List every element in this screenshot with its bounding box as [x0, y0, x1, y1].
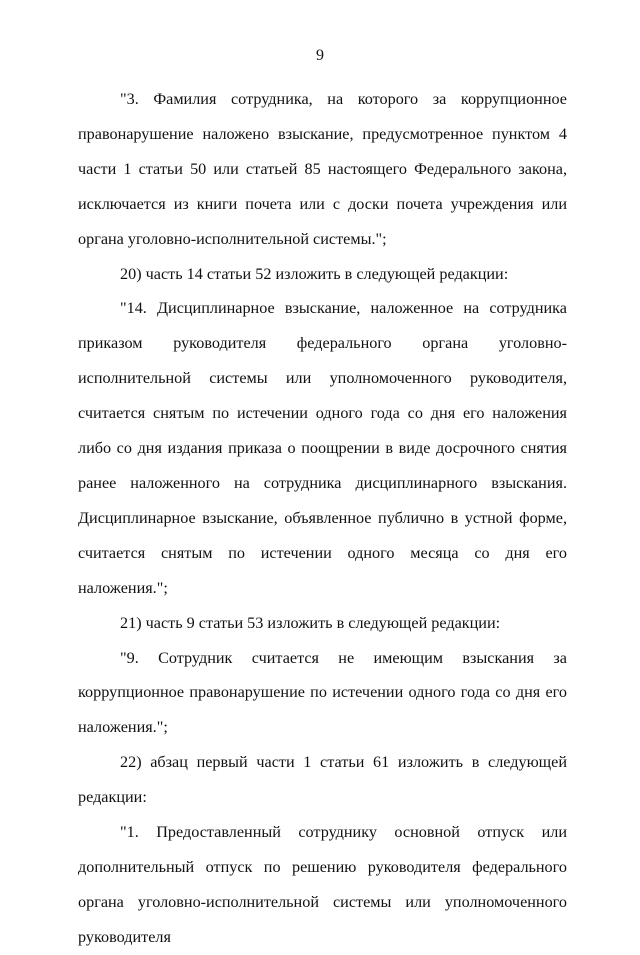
paragraph-item-22: 22) абзац первый части 1 статьи 61 изложить в следующей редакции:	[78, 753, 567, 807]
document-body	[78, 82, 567, 955]
paragraph-clause-3: "3. Фамилия сотрудника, на которого за коррупционное правонарушение наложено взыскание, предусмотренное пунктом 4 части 1 статьи 50 или статьей 85 настоящего Федерального закона, исключается из книги почета или с доски почета учреждения или органа уголовно-исполнительной системы.";	[78, 90, 567, 248]
page-number: 9	[316, 47, 324, 64]
paragraph-clause-9: "9. Сотрудник считается не имеющим взыскания за коррупционное правонарушение по истечении одного года со дня его наложения.";	[78, 648, 567, 737]
paragraph-clause-14: "14. Дисциплинарное взыскание, наложенное на сотрудника приказом руководителя федерального органа уголовно-исполнительной системы или уполномоченного руководителя, считается снятым по истечении одного года со дня его наложения либо со дня издания приказа о поощрении в виде досрочного снятия ранее наложенного на сотрудника дисциплинарного взыскания. Дисциплинарное взыскание, объявленное публично в устной форме, считается снятым по истечении одного месяца со дня его наложения.";	[78, 299, 567, 597]
paragraph-item-20: 20) часть 14 статьи 52 изложить в следующей редакции:	[120, 264, 509, 283]
paragraph-item-21: 21) часть 9 статьи 53 изложить в следующей редакции:	[120, 613, 501, 632]
paragraph-clause-1: "1. Предоставленный сотруднику основной отпуск или дополнительный отпуск по решению руководителя федерального органа уголовно-исполнительной системы или уполномоченного руководителя	[78, 823, 567, 946]
